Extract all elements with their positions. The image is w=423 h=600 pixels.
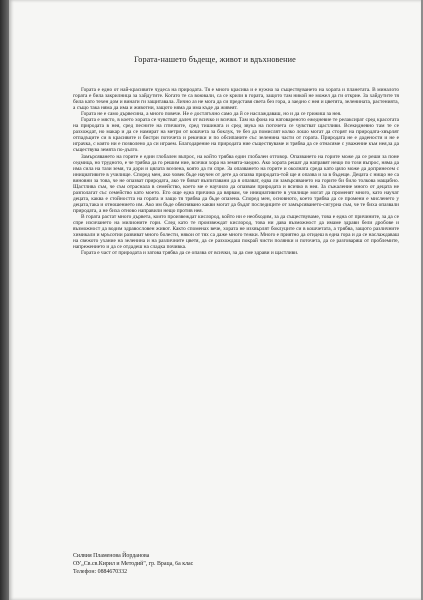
scan-edge: [0, 0, 9, 600]
author-name: Силвия Пламенова Йорданова: [73, 553, 150, 559]
paragraph: Гората е място, в което хората се чувстват далеч от всичко и всички. Там на фона на натовареното ежедневие те релаксират сред красотата на природата в нея, сред песните на птичките, сред тишината и сред звука на поточета се чувстват щастливи. Всекидневно там те се разхождат, но макар и да се намират на метри от кошчета за боклук, те без да помислят колко лошо могат да сторят на природата-хвърлят отпадъците си в красивите и бистри поточета и рекички и по обсипаните със зеленина части от гората. Природата не е дадености и не е играчка, с която ни е позволено да си играем. Благодарение на природата ние съществуваме и трябва да се отнасяме с уважение към нея,за да съществува земята по-дълго.: [73, 117, 399, 154]
document-body: [73, 87, 399, 256]
author-signature-block: [73, 553, 373, 576]
paragraph: В гората растат много дървета, които произвеждат кислород, който ни е необходим, за да съществуваме, това е една от причините, за да се спре изсичането на милионите гори. След като те произвеждат кислород, това ни дава възможност да имаме здрави бели дробове и възможност да водим здравословен живот. Както споменах вече, хората не изхвърлят боклуците си в кошчетата, а трябва, защото различните химикали и мръсотии развиват много болести, някои от тях са даже много тежки. Много е приятно да отидеш в една гора и да се наслаждаваш на свежото ухание на зеленина и на различните цветя, да се разхождаш покрай чисти полянки и поточета, да се разговаряш от проблемите, напрежението и да се отдадеш на сладка почивка.: [73, 213, 399, 251]
paragraph: Замърсяването на горите е един глобален въпрос, на който трябва един глобален отговор. Опазването на горите може да се реши за поне седмица, но трудното, е че трябва да го решим ние, всички хора на земята-заедно. Ако хората решат да направят нещо по този въпрос, няма да има сила на тази земя, та дори и цялата вселена, която да ги спре. За опазването на горите и околната среда като цяло може да допринесем с инициативите в училище. Според мен, ако човек бъде научен от дете да опазва природата-той ще я опазва и за в бъдеще. Децата с нищо не са виновни за това, че не опазват природата, ако те биват възпитавани да я опазват, едва ли замърсяването на горите би било толкова мащабно. Щастлива съм, че съм отраснала в семейство, което ме е научило да опазвам природата и всичко в нея. За съжаление много от децата не разполагат със семейство като моето. Ето още една причина да вярвам, че инициативите в училище могат да променят много, като научат децата, каква е стойността на гората и защо тя трябва да бъде опазена. Според мен, основното, което трябва да се промени е мисленето у децата,така и отношението им. Ако им бъде обяснявано какви могат да бъдат последиците от замърсяването-сигурна съм, че те биха опазвали природата, а не биха отново направили нещо против нея.: [73, 153, 399, 214]
paragraph: Гората е едно от най-красивите чудеса на природата. Тя е много красива и е нужна за съществуването на хората и планетата. В миналото гората е била закрилница за хайдутите. Когато те са воювали, са се крили в гората, защото там никой не можел да ги открие. За хайдутите тя била като техен дом и винаги ги защитавала. Лично аз не мога да си представя света без гора, а заедно с нея и цветята, зеленината, растенията, а също така няма да има и животни, защото няма да има къде да живеят.: [73, 87, 399, 112]
author-phone: Телефон: 0884670332: [73, 568, 128, 575]
document-page: [9, 0, 421, 600]
author-school: ОУ„Св.св.Кирил и Методий", гр. Враца, 6а клас: [73, 560, 194, 567]
document-title: Гората-нашето бъдеще, живот и вдъхновение: [134, 55, 296, 64]
paragraph: Гората не е само дървесина, а много повече. Не е достатъчно само да й се наслаждаваш, но и да се грижиш за нея.: [81, 111, 342, 118]
paragraph: Гората е част от природата и затова трябва да се опазва от всички, за да сме здрави и щастливи.: [81, 250, 299, 257]
